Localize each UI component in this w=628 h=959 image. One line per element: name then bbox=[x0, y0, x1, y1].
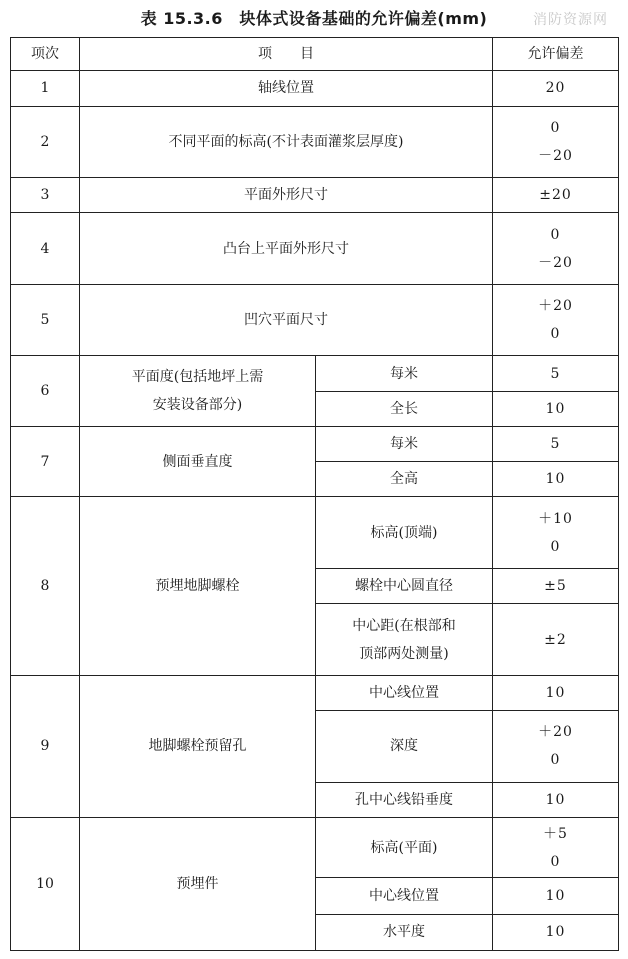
row-no: 1 bbox=[11, 71, 80, 106]
header-no: 项次 bbox=[11, 38, 80, 71]
row-tolerance: 10 bbox=[493, 675, 619, 710]
row-item: 平面外形尺寸 bbox=[80, 178, 493, 213]
row-no: 2 bbox=[11, 106, 80, 178]
row-item: 侧面垂直度 bbox=[80, 426, 316, 497]
table-title: 表 15.3.6 块体式设备基础的允许偏差(mm) bbox=[140, 9, 488, 28]
row-item-line2: 安装设备部分) bbox=[152, 397, 243, 414]
tolerance-lower: 0 bbox=[550, 752, 561, 769]
row-tolerance bbox=[493, 497, 619, 569]
row-item bbox=[80, 356, 316, 427]
table-row bbox=[11, 817, 619, 877]
row-tolerance: 10 bbox=[493, 782, 619, 817]
sub-item: 每米 bbox=[316, 356, 493, 391]
row-tolerance bbox=[493, 817, 619, 877]
tolerance-upper: 0 bbox=[550, 119, 561, 136]
row-tolerance: ±5 bbox=[493, 569, 619, 604]
row-tolerance: ±2 bbox=[493, 604, 619, 676]
row-no: 5 bbox=[11, 284, 80, 356]
row-tolerance bbox=[493, 213, 619, 285]
table-row bbox=[11, 213, 619, 285]
row-tolerance bbox=[493, 106, 619, 178]
row-item: 地脚螺栓预留孔 bbox=[80, 675, 316, 817]
tolerance-lower: 0 bbox=[550, 326, 561, 343]
row-tolerance bbox=[493, 711, 619, 783]
row-tolerance: 10 bbox=[493, 914, 619, 950]
row-no: 6 bbox=[11, 356, 80, 427]
row-no: 4 bbox=[11, 213, 80, 285]
row-item: 轴线位置 bbox=[80, 71, 493, 106]
sub-item: 全高 bbox=[316, 462, 493, 497]
row-no: 9 bbox=[11, 675, 80, 817]
table-row bbox=[11, 426, 619, 461]
row-tolerance: 10 bbox=[493, 391, 619, 426]
row-no: 7 bbox=[11, 426, 80, 497]
tolerance-lower: 0 bbox=[550, 538, 561, 555]
sub-item bbox=[316, 604, 493, 676]
table-row bbox=[11, 675, 619, 710]
table-row bbox=[11, 71, 619, 106]
sub-item: 中心线位置 bbox=[316, 878, 493, 914]
tolerance-upper: ＋10 bbox=[538, 510, 573, 527]
row-item: 凹穴平面尺寸 bbox=[80, 284, 493, 356]
watermark: 消防资源网 bbox=[533, 12, 608, 28]
row-tolerance: 10 bbox=[493, 878, 619, 914]
table-row bbox=[11, 106, 619, 178]
table-row bbox=[11, 497, 619, 569]
row-tolerance bbox=[493, 284, 619, 356]
row-tolerance: 5 bbox=[493, 356, 619, 391]
row-item: 预埋地脚螺栓 bbox=[80, 497, 316, 675]
tolerance-upper: ＋20 bbox=[538, 724, 573, 741]
tolerance-upper: 0 bbox=[550, 226, 561, 243]
row-no: 8 bbox=[11, 497, 80, 675]
row-item-line1: 平面度(包括地坪上需 bbox=[131, 369, 264, 386]
sub-item: 标高(顶端) bbox=[316, 497, 493, 569]
row-item: 凸台上平面外形尺寸 bbox=[80, 213, 493, 285]
tolerance-lower: －20 bbox=[538, 254, 573, 271]
row-no: 3 bbox=[11, 178, 80, 213]
header-item: 项 目 bbox=[80, 38, 493, 71]
sub-item: 孔中心线铅垂度 bbox=[316, 782, 493, 817]
header-tolerance: 允许偏差 bbox=[493, 38, 619, 71]
row-tolerance: 20 bbox=[493, 71, 619, 106]
table-row bbox=[11, 356, 619, 391]
sub-item-line1: 中心距(在根部和 bbox=[352, 617, 456, 634]
sub-item: 中心线位置 bbox=[316, 675, 493, 710]
row-tolerance: 5 bbox=[493, 426, 619, 461]
table-row bbox=[11, 178, 619, 213]
row-item: 预埋件 bbox=[80, 817, 316, 950]
tolerance-upper: ＋5 bbox=[543, 825, 568, 842]
tolerance-table bbox=[10, 37, 619, 951]
tolerance-lower: －20 bbox=[538, 147, 573, 164]
table-header-row bbox=[11, 38, 619, 71]
sub-item: 水平度 bbox=[316, 914, 493, 950]
sub-item: 螺栓中心圆直径 bbox=[316, 569, 493, 604]
tolerance-upper: ＋20 bbox=[538, 298, 573, 315]
tolerance-lower: 0 bbox=[550, 853, 561, 870]
table-row bbox=[11, 284, 619, 356]
row-tolerance: ±20 bbox=[493, 178, 619, 213]
sub-item: 深度 bbox=[316, 711, 493, 783]
row-tolerance: 10 bbox=[493, 462, 619, 497]
sub-item: 标高(平面) bbox=[316, 817, 493, 877]
sub-item-line2: 顶部两处测量) bbox=[359, 645, 449, 662]
sub-item: 每米 bbox=[316, 426, 493, 461]
row-no: 10 bbox=[11, 817, 80, 950]
row-item: 不同平面的标高(不计表面灌浆层厚度) bbox=[80, 106, 493, 178]
sub-item: 全长 bbox=[316, 391, 493, 426]
